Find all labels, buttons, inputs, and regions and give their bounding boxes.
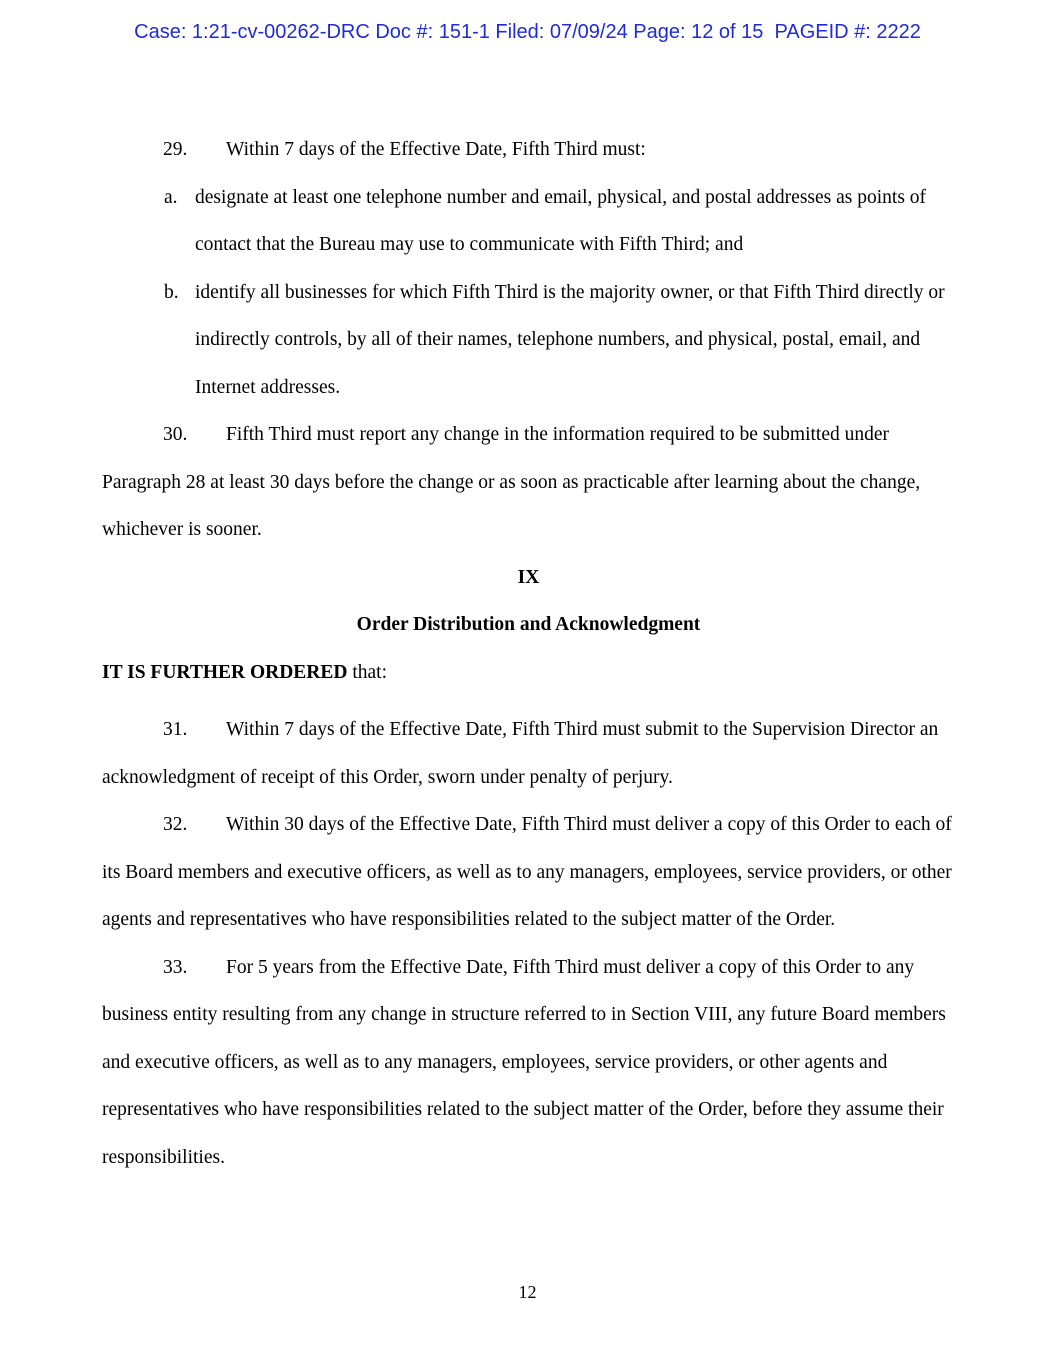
paragraph-33 [102, 944, 955, 1182]
paragraph-text: Within 7 days of the Effective Date, Fifth Third must: [226, 139, 646, 160]
paragraph-number: 33. [163, 956, 188, 978]
case-header-stamp: Case: 1:21-cv-00262-DRC Doc #: 151-1 Filed: 07/09/24 Page: 12 of 15 PAGEID #: 2222 [134, 21, 921, 43]
paragraph-number: 32. [163, 814, 188, 835]
item-letter: a. [164, 186, 178, 208]
paragraph-32 [102, 801, 955, 944]
section-title: Order Distribution and Acknowledgment [356, 614, 701, 635]
further-ordered-clause [102, 649, 955, 697]
paragraph-number: 30. [163, 424, 188, 445]
paragraph-text: For 5 years from the Effective Date, Fifth Third must deliver a copy of this Order to any business entity resulting from any change in structure referred to in Section VIII, any future Board members and executive officers, as well as to any managers, employees, service providers, or other agents and representatives who have responsibilities related to the subject matter of the Order, before they assume their responsibilities. [102, 956, 946, 1168]
section-number: IX [517, 566, 540, 588]
document-body [102, 126, 955, 1181]
further-ordered-rest: that: [347, 661, 388, 683]
paragraph-text: Within 7 days of the Effective Date, Fifth Third must submit to the Supervision Director an acknowledgment of receipt of this Order, sworn under penalty of perjury. [102, 719, 939, 788]
item-text: identify all businesses for which Fifth Third is the majority owner, or that Fifth Third directly or indirectly controls, by all of their names, telephone numbers, and physical, postal, email, and Internet addresses. [195, 281, 945, 398]
paragraph-text: Within 30 days of the Effective Date, Fifth Third must deliver a copy of this Order to each of its Board members and executive officers, as well as to any managers, employees, service providers, or other agents and representatives who have responsibilities related to the subject matter of the Order. [102, 814, 952, 930]
paragraph-number: 31. [163, 719, 188, 740]
paragraph-29 [102, 126, 955, 174]
paragraph-29-item-b [102, 269, 955, 412]
item-letter: b. [164, 281, 179, 303]
paragraph-29-item-a [102, 174, 955, 269]
paragraph-30 [102, 411, 955, 554]
further-ordered-bold: IT IS FURTHER ORDERED [102, 661, 348, 683]
paragraph-number: 29. [163, 139, 188, 160]
paragraph-text: Fifth Third must report any change in the information required to be submitted under Paragraph 28 at least 30 days before the change or as soon as practicable after learning about the change, whichever is sooner. [102, 424, 921, 540]
paragraph-31 [102, 706, 955, 801]
item-text: designate at least one telephone number and email, physical, and postal addresses as points of contact that the Bureau may use to communicate with Fifth Third; and [195, 186, 927, 255]
page-number: 12 [518, 1282, 537, 1302]
